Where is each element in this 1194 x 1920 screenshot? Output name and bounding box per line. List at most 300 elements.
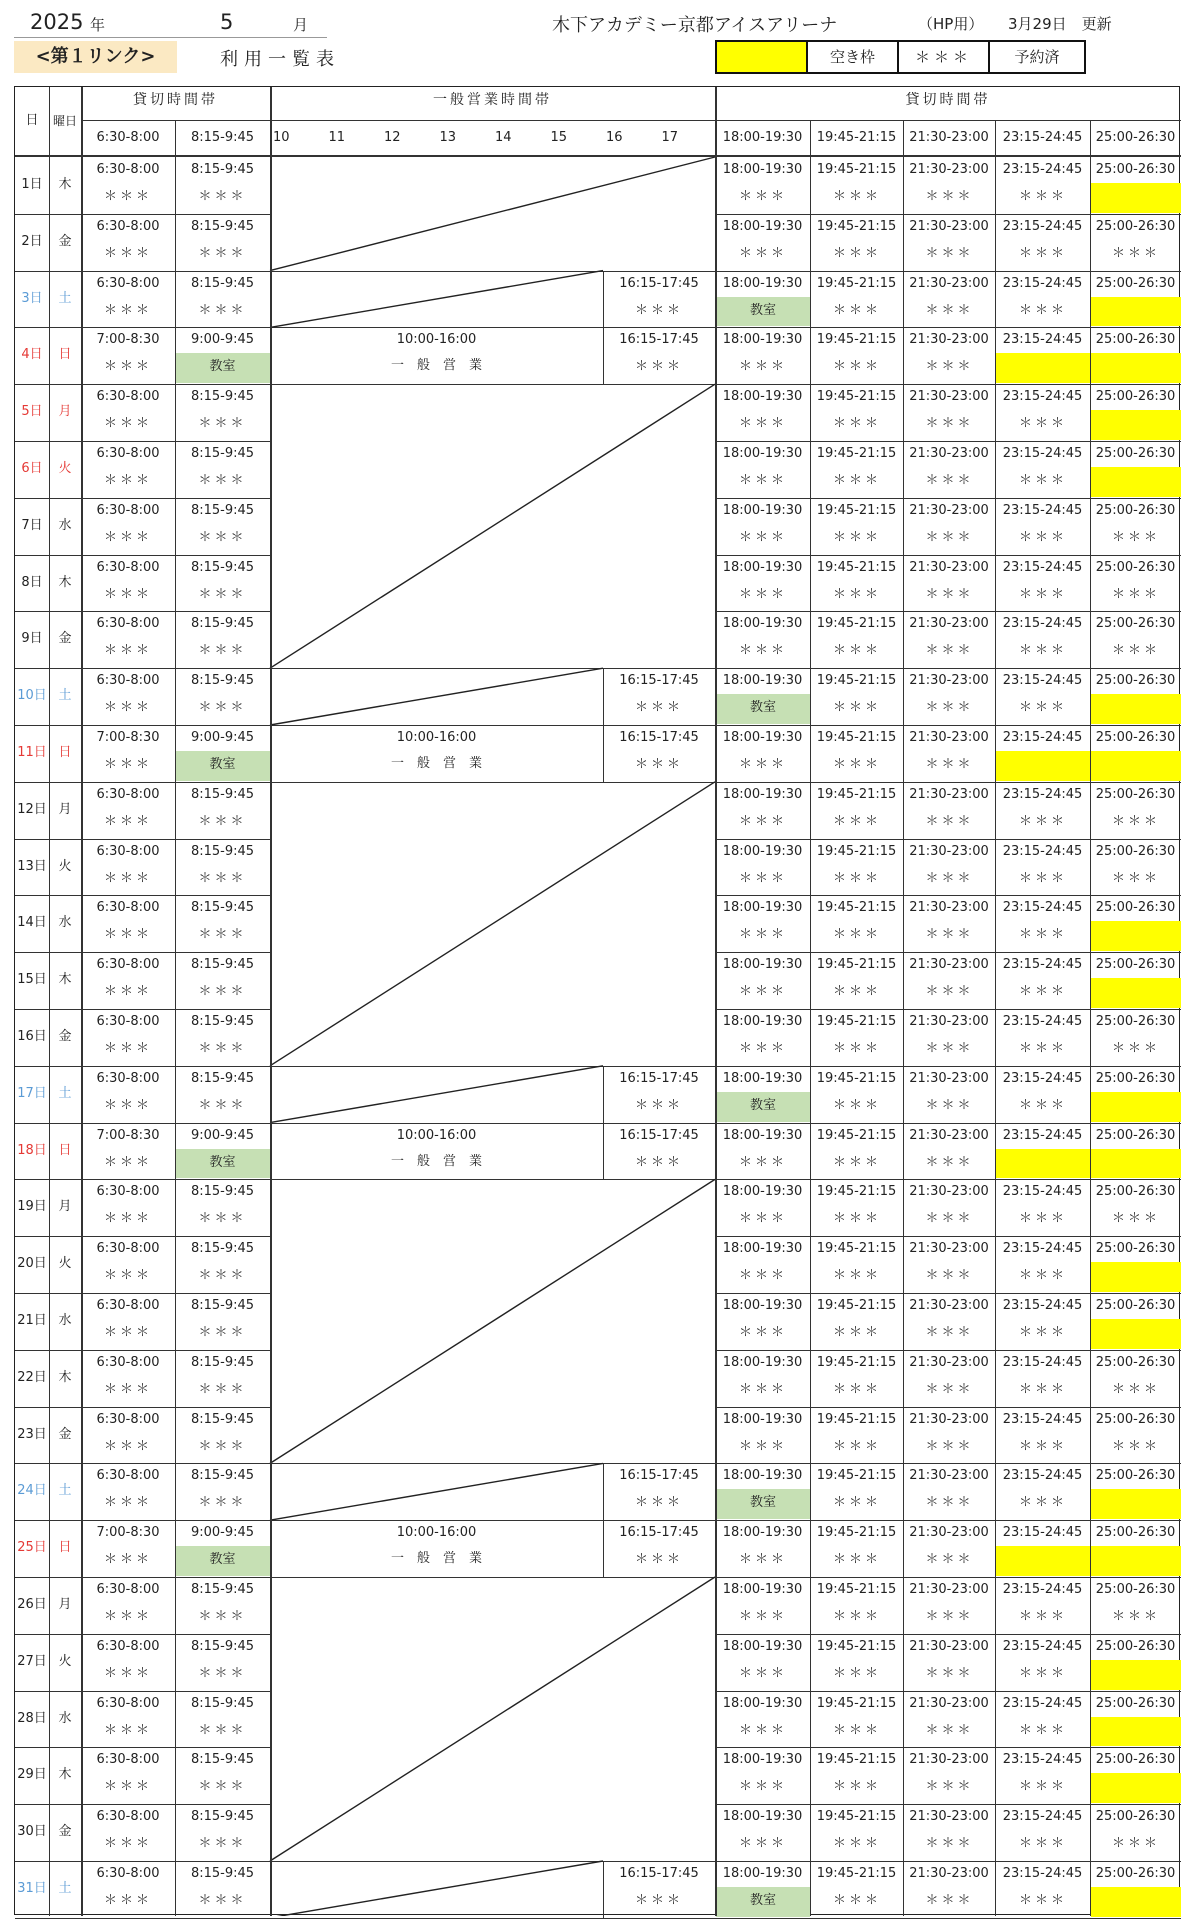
evening-slot-status: ＊＊＊: [832, 1381, 881, 1397]
evening-slot-time: 18:00-19:30: [722, 162, 803, 177]
morning-slot-status: ＊＊＊: [198, 1836, 247, 1852]
year-value: 2025: [30, 10, 84, 34]
evening-slot-status: ＊＊＊: [738, 984, 787, 1000]
evening-slot-time: 25:00-26:30: [1095, 1298, 1176, 1313]
late-slot-status: ＊＊＊: [634, 1154, 683, 1170]
evening-slot-status: ＊＊＊: [832, 1722, 881, 1738]
evening-slot-status: ＊＊＊: [738, 1268, 787, 1284]
column-line: [1090, 121, 1091, 1916]
evening-slot-time: 19:45-21:15: [816, 1411, 897, 1427]
evening-slot-status: ＊＊＊: [1018, 870, 1067, 886]
evening-slot-time: 23:15-24:45: [1002, 1468, 1083, 1484]
day-label: 30日: [17, 1824, 47, 1840]
evening-slot-time: 25:00-26:30: [1095, 1127, 1176, 1143]
evening-slot-time: 18:00-19:30: [722, 559, 803, 575]
evening-slot-time: 21:30-23:00: [909, 1127, 989, 1143]
column-line: [995, 121, 996, 1916]
general-hours-label: 一 般 営 業: [390, 1551, 482, 1567]
evening-slot-status: ＊＊＊: [832, 643, 881, 659]
day-label: 24日: [17, 1483, 47, 1499]
morning-slot-status: 教室: [175, 751, 270, 781]
morning-slot-status: ＊＊＊: [103, 1268, 152, 1284]
evening-slot-time: 21:30-23:00: [909, 1354, 989, 1370]
evening-slot-time: 23:15-24:45: [1002, 1014, 1083, 1029]
evening-slot-status: ＊＊＊: [925, 1041, 974, 1056]
morning-slot-time: 8:15-9:45: [190, 559, 255, 575]
weekday-label: 日: [58, 1540, 72, 1556]
morning-slot-status: ＊＊＊: [103, 1041, 152, 1056]
evening-slot-time: 25:00-26:30: [1095, 1695, 1176, 1711]
evening-slot-status: ＊＊＊: [832, 870, 881, 886]
evening-slot-status: ＊＊＊: [1111, 1609, 1160, 1624]
morning-slot-time: 6:30-8:00: [96, 559, 160, 575]
evening-slot-status: ＊＊＊: [1018, 1609, 1067, 1624]
evening-slot-time: 25:00-26:30: [1095, 502, 1176, 518]
evening-slot-time: 18:00-19:30: [722, 900, 803, 916]
morning-slot-time: 6:30-8:00: [96, 1014, 160, 1029]
evening-slot-time: 21:30-23:00: [909, 1468, 989, 1484]
evening-slot-time: 18:00-19:30: [722, 275, 803, 291]
evening-slot-status: ＊＊＊: [1111, 1438, 1160, 1454]
weekday-label: 水: [58, 1710, 72, 1726]
day-label: 8日: [21, 574, 43, 590]
evening-slot-status: ＊＊＊: [1018, 1893, 1067, 1908]
column-line: [49, 87, 50, 1916]
page-header: [0, 0, 1194, 80]
header-hour-tick: 10: [273, 130, 290, 145]
evening-slot-status: ＊＊＊: [925, 870, 974, 886]
evening-slot-status: ＊＊＊: [1018, 416, 1067, 432]
evening-slot-time: 18:00-19:30: [722, 1411, 803, 1427]
morning-slot-time: 6:30-8:00: [96, 1241, 160, 1257]
header-evening-slot: 19:45-21:15: [816, 130, 897, 145]
diagonal-line: [270, 157, 715, 271]
evening-slot-status: ＊＊＊: [925, 529, 974, 545]
evening-slot-status: ＊＊＊: [738, 529, 787, 545]
evening-slot-time: 18:00-19:30: [722, 730, 803, 745]
evening-slot-status: ＊＊＊: [1018, 529, 1067, 545]
general-hours-diagonals: [15, 87, 1181, 1916]
morning-slot-status: ＊＊＊: [103, 245, 152, 261]
weekday-label: 土: [58, 1483, 72, 1499]
evening-slot-status: 教室: [716, 1092, 810, 1122]
general-hours-time: 10:00-16:00: [396, 1525, 477, 1541]
day-label: 7日: [21, 517, 43, 533]
evening-slot-time: 18:00-19:30: [722, 1127, 803, 1143]
evening-slot-status: ＊＊＊: [738, 1779, 787, 1795]
evening-slot-status: ＊＊＊: [832, 302, 881, 318]
morning-slot-time: 6:30-8:00: [96, 218, 160, 234]
morning-slot-status: ＊＊＊: [103, 757, 152, 772]
day-label: 31日: [17, 1881, 47, 1896]
morning-slot-time: 6:30-8:00: [96, 786, 160, 802]
header-general-group: 一般営業時間帯: [433, 92, 552, 108]
evening-slot-time: 23:15-24:45: [1002, 1411, 1083, 1427]
evening-slot-time: 21:30-23:00: [909, 843, 989, 859]
evening-slot-status: ＊＊＊: [1018, 700, 1067, 716]
morning-slot-time: 9:00-9:45: [190, 1525, 255, 1541]
morning-slot-time: 8:15-9:45: [190, 1752, 255, 1768]
day-label: 25日: [17, 1540, 47, 1556]
evening-slot-status: ＊＊＊: [738, 1665, 787, 1681]
evening-slot-status: ＊＊＊: [1018, 643, 1067, 659]
morning-slot-status: ＊＊＊: [103, 473, 152, 488]
evening-slot-time: 21:30-23:00: [909, 900, 989, 916]
evening-slot-time: 19:45-21:15: [816, 1070, 897, 1086]
morning-slot-status: ＊＊＊: [103, 700, 152, 716]
morning-slot-time: 7:00-8:30: [96, 730, 160, 745]
header-hour-tick: 15: [550, 130, 568, 145]
evening-slot-time: 25:00-26:30: [1095, 616, 1176, 632]
header-evening-slot: 21:30-23:00: [909, 130, 989, 145]
evening-slot-time: 18:00-19:30: [722, 786, 803, 802]
header-morning-group: 貸切時間帯: [133, 92, 218, 108]
morning-slot-time: 6:30-8:00: [96, 1070, 160, 1086]
evening-slot-time: 19:45-21:15: [816, 218, 897, 234]
morning-slot-time: 6:30-8:00: [96, 1809, 160, 1825]
morning-slot-status: ＊＊＊: [103, 1665, 152, 1681]
evening-slot-time: 21:30-23:00: [909, 1014, 989, 1029]
evening-slot-status: ＊＊＊: [1111, 1381, 1160, 1397]
evening-slot-status: ＊＊＊: [738, 1041, 787, 1056]
morning-slot-status: ＊＊＊: [103, 1097, 152, 1113]
weekday-label: 火: [58, 1256, 72, 1272]
morning-slot-status: ＊＊＊: [103, 359, 152, 375]
weekday-label: 土: [58, 688, 72, 704]
morning-slot-time: 6:30-8:00: [96, 900, 160, 916]
evening-slot-time: 19:45-21:15: [816, 1468, 897, 1484]
evening-slot-time: 23:15-24:45: [1002, 730, 1083, 745]
evening-slot-status: ＊＊＊: [832, 1665, 881, 1681]
evening-slot-time: 25:00-26:30: [1095, 1184, 1176, 1200]
legend-reserved-label: 予約済: [988, 40, 1086, 74]
evening-slot-status: ＊＊＊: [1018, 302, 1067, 318]
evening-slot-time: 18:00-19:30: [722, 673, 803, 689]
evening-slot-status: ＊＊＊: [738, 813, 787, 829]
evening-slot-time: 18:00-19:30: [722, 616, 803, 632]
evening-slot-time: 18:00-19:30: [722, 446, 803, 461]
morning-slot-time: 9:00-9:45: [190, 332, 255, 348]
morning-slot-status: 教室: [175, 1149, 270, 1179]
facility-name: 木下アカデミー京都アイスアリーナ: [552, 15, 838, 36]
evening-slot-status: ＊＊＊: [925, 359, 974, 375]
evening-slot-status: ＊＊＊: [832, 1325, 881, 1340]
evening-slot-time: 21:30-23:00: [909, 786, 989, 802]
late-slot-time: 16:15-17:45: [619, 1525, 699, 1541]
day-label: 22日: [17, 1369, 47, 1385]
evening-slot-status: ＊＊＊: [1111, 870, 1160, 886]
header-hour-tick: 14: [495, 130, 512, 145]
evening-slot-status: ＊＊＊: [1018, 1211, 1067, 1227]
evening-slot-time: 21:30-23:00: [909, 730, 989, 745]
evening-slot-time: 23:15-24:45: [1002, 1127, 1083, 1143]
evening-slot-time: 23:15-24:45: [1002, 332, 1083, 348]
diagonal-line: [270, 384, 715, 668]
morning-slot-time: 8:15-9:45: [190, 502, 255, 518]
morning-slot-time: 8:15-9:45: [190, 446, 255, 461]
evening-slot-time: 18:00-19:30: [722, 218, 803, 234]
late-slot-status: ＊＊＊: [634, 1097, 683, 1113]
morning-slot-status: ＊＊＊: [103, 1211, 152, 1227]
evening-slot-time: 19:45-21:15: [816, 616, 897, 632]
header-day: 日: [25, 113, 39, 128]
weekday-label: 月: [58, 1597, 72, 1612]
weekday-label: 木: [58, 972, 72, 988]
evening-slot-status: ＊＊＊: [832, 1779, 881, 1795]
evening-slot-time: 21:30-23:00: [909, 1866, 989, 1881]
evening-slot-time: 25:00-26:30: [1095, 1411, 1176, 1427]
morning-slot-time: 8:15-9:45: [190, 786, 255, 802]
evening-slot-time: 19:45-21:15: [816, 786, 897, 802]
morning-slot-status: ＊＊＊: [103, 529, 152, 545]
update-date: 3月29日 更新: [1008, 15, 1112, 33]
morning-slot-time: 8:15-9:45: [190, 1866, 255, 1881]
morning-slot-time: 7:00-8:30: [96, 1525, 160, 1541]
evening-slot-time: 19:45-21:15: [816, 332, 897, 348]
evening-slot-time: 25:00-26:30: [1095, 389, 1176, 405]
morning-slot-time: 8:15-9:45: [190, 162, 255, 177]
column-line: [270, 87, 272, 1916]
evening-slot-status: ＊＊＊: [1018, 1381, 1067, 1397]
diagonal-line: [270, 668, 603, 725]
header-divider: [14, 37, 327, 38]
evening-slot-status: 教室: [716, 1489, 810, 1519]
day-label: 18日: [17, 1142, 47, 1158]
evening-slot-time: 21:30-23:00: [909, 1638, 989, 1654]
morning-slot-status: ＊＊＊: [103, 1438, 152, 1454]
morning-slot-status: ＊＊＊: [103, 1836, 152, 1852]
morning-slot-time: 6:30-8:00: [96, 1184, 160, 1200]
evening-slot-status: ＊＊＊: [738, 757, 787, 772]
day-label: 15日: [17, 972, 47, 988]
evening-slot-time: 25:00-26:30: [1095, 446, 1176, 461]
late-slot-status: ＊＊＊: [634, 1893, 683, 1908]
morning-slot-status: ＊＊＊: [198, 1438, 247, 1454]
evening-slot-status: ＊＊＊: [832, 813, 881, 829]
general-hours-time: 10:00-16:00: [396, 332, 477, 348]
weekday-label: 土: [58, 1085, 72, 1101]
evening-slot-status: 教室: [716, 297, 810, 327]
late-slot-time: 16:15-17:45: [619, 730, 699, 745]
morning-slot-time: 8:15-9:45: [190, 389, 255, 405]
morning-slot-status: ＊＊＊: [198, 473, 247, 488]
weekday-label: 日: [58, 1142, 72, 1158]
evening-slot-time: 19:45-21:15: [816, 1354, 897, 1370]
evening-slot-time: 23:15-24:45: [1002, 446, 1083, 461]
evening-slot-time: 21:30-23:00: [909, 1752, 989, 1768]
morning-slot-time: 6:30-8:00: [96, 1695, 160, 1711]
evening-slot-time: 23:15-24:45: [1002, 1638, 1083, 1654]
evening-slot-status: 教室: [716, 1887, 810, 1917]
morning-slot-status: ＊＊＊: [103, 870, 152, 886]
evening-slot-time: 23:15-24:45: [1002, 275, 1083, 291]
day-label: 27日: [17, 1653, 47, 1669]
general-hours-time: 10:00-16:00: [396, 730, 477, 745]
late-slot-status: ＊＊＊: [634, 1552, 683, 1568]
evening-slot-time: 19:45-21:15: [816, 1184, 897, 1200]
day-label: 16日: [17, 1029, 47, 1044]
evening-slot-status: ＊＊＊: [832, 927, 881, 943]
evening-slot-time: 21:30-23:00: [909, 1298, 989, 1313]
day-label: 17日: [17, 1085, 47, 1101]
evening-slot-time: 21:30-23:00: [909, 218, 989, 234]
legend-vacant-swatch: [715, 40, 808, 74]
morning-slot-time: 8:15-9:45: [190, 1411, 255, 1427]
evening-slot-status: ＊＊＊: [925, 1836, 974, 1852]
evening-slot-time: 25:00-26:30: [1095, 1752, 1176, 1768]
morning-slot-status: ＊＊＊: [198, 529, 247, 545]
morning-slot-status: ＊＊＊: [198, 1722, 247, 1738]
morning-slot-status: ＊＊＊: [198, 643, 247, 659]
morning-slot-time: 8:15-9:45: [190, 1638, 255, 1654]
evening-slot-time: 23:15-24:45: [1002, 673, 1083, 689]
evening-slot-status: ＊＊＊: [832, 245, 881, 261]
evening-slot-time: 23:15-24:45: [1002, 389, 1083, 405]
morning-slot-status: ＊＊＊: [198, 1495, 247, 1511]
late-slot-status: ＊＊＊: [634, 757, 683, 772]
morning-slot-status: ＊＊＊: [103, 416, 152, 432]
evening-slot-status: ＊＊＊: [1018, 1779, 1067, 1795]
evening-slot-status: ＊＊＊: [925, 643, 974, 659]
evening-slot-time: 19:45-21:15: [816, 1014, 897, 1029]
evening-slot-time: 18:00-19:30: [722, 1468, 803, 1484]
evening-slot-time: 18:00-19:30: [722, 957, 803, 973]
evening-slot-status: ＊＊＊: [738, 870, 787, 886]
morning-slot-status: ＊＊＊: [103, 1893, 152, 1908]
morning-slot-status: ＊＊＊: [198, 1041, 247, 1056]
evening-slot-time: 19:45-21:15: [816, 162, 897, 177]
column-line: [175, 121, 176, 1916]
evening-slot-time: 18:00-19:30: [722, 1354, 803, 1370]
column-line: [81, 87, 83, 1916]
evening-slot-status: ＊＊＊: [925, 700, 974, 716]
weekday-label: 金: [58, 631, 72, 647]
evening-slot-time: 18:00-19:30: [722, 1866, 803, 1881]
morning-slot-time: 6:30-8:00: [96, 1468, 160, 1484]
evening-slot-time: 21:30-23:00: [909, 1695, 989, 1711]
evening-slot-status: ＊＊＊: [1111, 586, 1160, 602]
legend-vacant-label: 空き枠: [806, 40, 899, 74]
header-evening-slot: 18:00-19:30: [722, 130, 803, 145]
morning-slot-time: 8:15-9:45: [190, 957, 255, 973]
evening-slot-status: ＊＊＊: [1111, 643, 1160, 659]
evening-slot-status: ＊＊＊: [738, 1609, 787, 1624]
evening-slot-time: 25:00-26:30: [1095, 1241, 1176, 1257]
evening-slot-status: ＊＊＊: [1018, 1665, 1067, 1681]
hp-note: （HP用）: [918, 15, 984, 33]
morning-slot-status: ＊＊＊: [198, 586, 247, 602]
morning-slot-time: 8:15-9:45: [190, 616, 255, 632]
evening-slot-time: 25:00-26:30: [1095, 1014, 1176, 1029]
evening-slot-time: 23:15-24:45: [1002, 1525, 1083, 1541]
morning-slot-time: 6:30-8:00: [96, 1411, 160, 1427]
evening-slot-status: ＊＊＊: [738, 927, 787, 943]
header-hour-tick: 12: [384, 130, 401, 145]
evening-slot-time: 18:00-19:30: [722, 1184, 803, 1200]
morning-slot-time: 6:30-8:00: [96, 162, 160, 177]
evening-slot-status: ＊＊＊: [738, 643, 787, 659]
evening-slot-time: 19:45-21:15: [816, 1695, 897, 1711]
evening-slot-time: 19:45-21:15: [816, 957, 897, 973]
late-slot-status: ＊＊＊: [634, 1495, 683, 1511]
general-hours-label: 一 般 営 業: [390, 756, 482, 771]
evening-slot-time: 23:15-24:45: [1002, 1752, 1083, 1768]
morning-slot-time: 6:30-8:00: [96, 1354, 160, 1370]
morning-slot-time: 6:30-8:00: [96, 843, 160, 859]
evening-slot-time: 21:30-23:00: [909, 275, 989, 291]
morning-slot-status: ＊＊＊: [198, 245, 247, 261]
late-slot-time: 16:15-17:45: [619, 275, 699, 291]
morning-slot-status: ＊＊＊: [103, 586, 152, 602]
evening-slot-time: 19:45-21:15: [816, 1127, 897, 1143]
morning-slot-status: ＊＊＊: [198, 1211, 247, 1227]
diagonal-line: [270, 782, 715, 1066]
evening-slot-time: 21:30-23:00: [909, 162, 989, 177]
evening-slot-status: ＊＊＊: [925, 245, 974, 261]
row-line-general: [270, 1918, 715, 1919]
evening-slot-status: ＊＊＊: [738, 189, 787, 204]
evening-slot-status: ＊＊＊: [832, 757, 881, 772]
evening-slot-status: ＊＊＊: [1018, 1438, 1067, 1454]
evening-slot-time: 21:30-23:00: [909, 1184, 989, 1200]
evening-slot-time: 25:00-26:30: [1095, 1638, 1176, 1654]
evening-slot-time: 25:00-26:30: [1095, 1354, 1176, 1370]
evening-slot-time: 18:00-19:30: [722, 1014, 803, 1029]
evening-slot-status: ＊＊＊: [1018, 984, 1067, 1000]
evening-slot-time: 19:45-21:15: [816, 900, 897, 916]
row-line-left: [15, 1918, 270, 1919]
morning-slot-status: ＊＊＊: [198, 927, 247, 943]
morning-slot-time: 6:30-8:00: [96, 389, 160, 405]
evening-slot-status: ＊＊＊: [925, 757, 974, 772]
evening-slot-time: 18:00-19:30: [722, 1070, 803, 1086]
evening-slot-status: ＊＊＊: [925, 473, 974, 488]
evening-slot-time: 25:00-26:30: [1095, 957, 1176, 973]
morning-slot-status: ＊＊＊: [198, 813, 247, 829]
evening-slot-status: ＊＊＊: [832, 1154, 881, 1170]
evening-slot-status: ＊＊＊: [832, 189, 881, 204]
morning-slot-status: ＊＊＊: [198, 870, 247, 886]
evening-slot-status: ＊＊＊: [1111, 529, 1160, 545]
evening-slot-time: 23:15-24:45: [1002, 162, 1083, 177]
evening-slot-time: 21:30-23:00: [909, 1411, 989, 1427]
late-slot-time: 16:15-17:45: [619, 332, 699, 348]
morning-slot-time: 8:15-9:45: [190, 1468, 255, 1484]
evening-slot-time: 19:45-21:15: [816, 1241, 897, 1257]
evening-slot-time: 23:15-24:45: [1002, 1582, 1083, 1597]
month-value: 5: [220, 10, 234, 34]
morning-slot-status: ＊＊＊: [198, 1779, 247, 1795]
morning-slot-time: 8:15-9:45: [190, 1354, 255, 1370]
evening-slot-status: ＊＊＊: [925, 813, 974, 829]
evening-slot-time: 23:15-24:45: [1002, 218, 1083, 234]
evening-slot-status: ＊＊＊: [1018, 1325, 1067, 1340]
evening-slot-time: 18:00-19:30: [722, 502, 803, 518]
day-label: 5日: [21, 404, 43, 420]
day-label: 10日: [17, 688, 47, 704]
evening-slot-status: ＊＊＊: [1018, 1722, 1067, 1738]
evening-slot-time: 19:45-21:15: [816, 730, 897, 745]
evening-slot-time: 23:15-24:45: [1002, 502, 1083, 518]
morning-slot-time: 6:30-8:00: [96, 1752, 160, 1768]
evening-slot-status: ＊＊＊: [925, 586, 974, 602]
header-weekday: 曜日: [52, 114, 77, 128]
header-hour-tick: 17: [661, 130, 679, 145]
evening-slot-time: 25:00-26:30: [1095, 1582, 1176, 1597]
evening-slot-status: ＊＊＊: [925, 1552, 974, 1568]
morning-slot-time: 6:30-8:00: [96, 502, 160, 518]
late-slot-time: 16:15-17:45: [619, 1127, 699, 1143]
